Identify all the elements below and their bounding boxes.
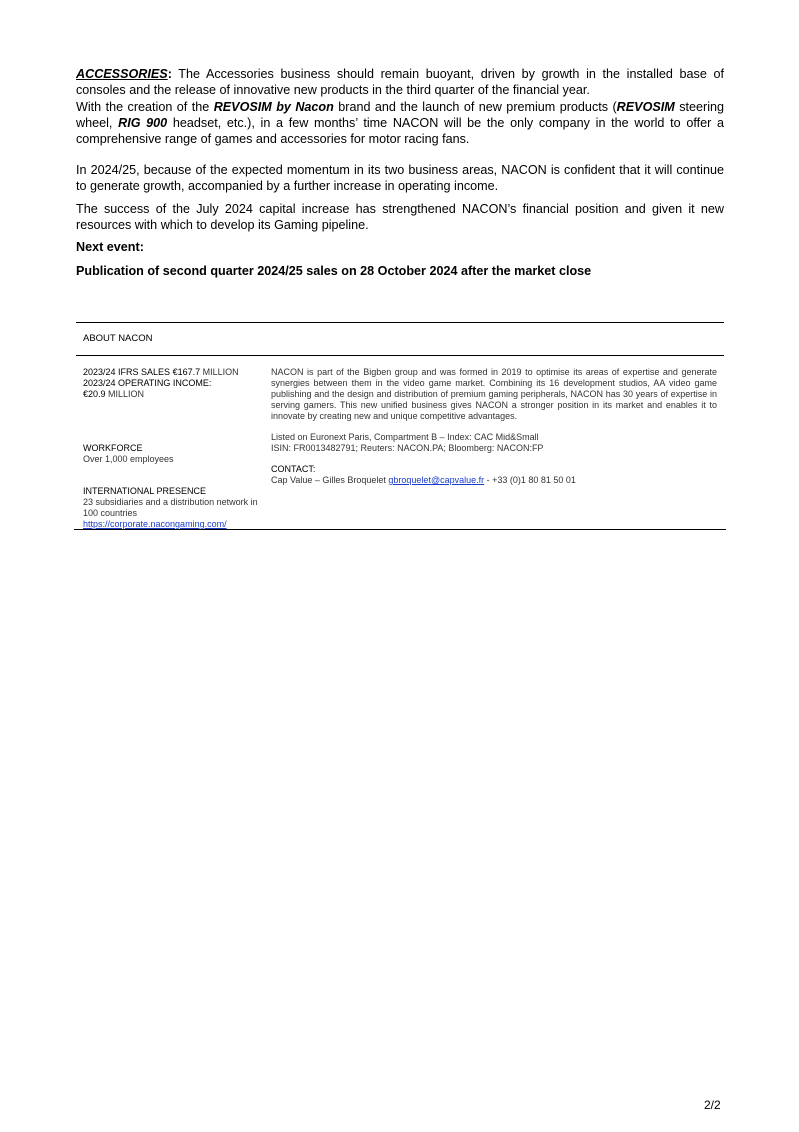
revosim-paragraph: With the creation of the REVOSIM by Nacon brand and the launch of new premium products (REVOSIM steering wheel, RIG 900 headset, etc.), in a few months’ time NACON will be the only company in the world to offer a comprehensive range of games and accessories for motor racing fans. xyxy=(76,100,725,147)
next-event-label: Next event: xyxy=(76,240,144,254)
page-number: 2/2 xyxy=(704,1098,721,1112)
income-value: €20.9 xyxy=(83,389,106,399)
workforce-value: Over 1,000 employees xyxy=(83,454,174,464)
international-value: 23 subsidiaries and a distribution network in 100 countries xyxy=(83,497,258,518)
listing-info xyxy=(271,432,717,454)
about-middle-divider xyxy=(76,355,724,356)
revosim-product: REVOSIM xyxy=(616,100,675,114)
contact-name: Cap Value – Gilles Broquelet xyxy=(271,475,389,485)
listing-line: Listed on Euronext Paris, Compartment B – Index: CAC Mid&Small xyxy=(271,432,539,442)
international-label: INTERNATIONAL PRESENCE xyxy=(83,486,207,496)
international-block xyxy=(83,486,263,530)
workforce-label: WORKFORCE xyxy=(83,443,143,453)
contact-label: CONTACT: xyxy=(271,464,316,474)
workforce-block xyxy=(83,443,263,465)
revosim-brand: REVOSIM by Nacon xyxy=(213,100,334,114)
outlook-paragraph: In 2024/25, because of the expected momentum in its two business areas, NACON is confident that it will continue to generate growth, accompanied by a further increase in operating income. xyxy=(76,163,724,194)
sales-label: 2023/24 IFRS SALES xyxy=(83,367,171,377)
capital-paragraph: The success of the July 2024 capital increase has strengthened NACON’s financial position and given it new resources with which to develop its Gaming pipeline. xyxy=(76,202,724,233)
sales-value: €167.7 xyxy=(172,367,201,377)
accessories-paragraph: ACCESSORIES: The Accessories business should remain buoyant, driven by growth in the installed base of consoles and the release of innovative new products in the third quarter of the financial year. xyxy=(76,67,724,98)
about-top-divider xyxy=(76,322,724,323)
next-event-text: Publication of second quarter 2024/25 sales on 28 October 2024 after the market close xyxy=(76,264,592,278)
about-title: ABOUT NACON xyxy=(83,333,153,344)
about-description: NACON is part of the Bigben group and was formed in 2019 to optimise its areas of expertise and generate synergies between them in the video game market. Combining its 16 development studios, AA video game publishing and the design and distribution of premium gaming peripherals, NACON has 30 years of expertise in serving gamers. This new unified business gives NACON a stronger position in its market and enables it to innovate by creating new and unique competitive advantages. xyxy=(271,367,717,421)
contact-email-link[interactable]: gbroquelet@capvalue.fr xyxy=(388,475,485,485)
income-label: 2023/24 OPERATING INCOME: xyxy=(83,378,212,388)
contact-phone: - +33 (0)1 80 81 50 01 xyxy=(484,475,576,485)
rig900-product: RIG 900 xyxy=(118,116,168,131)
about-bottom-divider xyxy=(74,529,726,530)
website-link[interactable]: https://corporate.nacongaming.com/ xyxy=(83,519,227,529)
isin-line: ISIN: FR0013482791; Reuters: NACON.PA; Bloomberg: NACON:FP xyxy=(271,443,544,453)
accessories-heading: ACCESSORIES xyxy=(76,67,168,81)
contact-block xyxy=(271,464,717,486)
financials-block: 2023/24 IFRS SALES €167.7 MILLION 2023/24 OPERATING INCOME: €20.9 MILLION xyxy=(83,367,263,400)
